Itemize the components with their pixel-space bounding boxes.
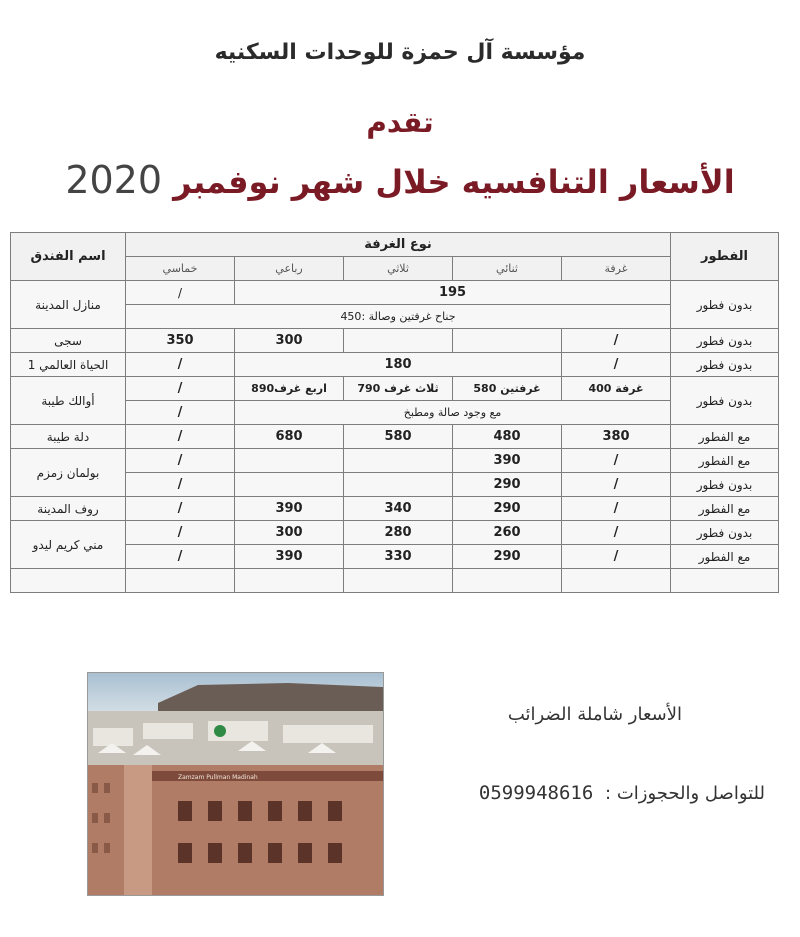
hotel-cell: أوالك طيبة [11, 377, 126, 425]
table-row [11, 449, 779, 473]
breakfast-cell: بدون فطور [671, 377, 779, 425]
intro-text: تقدم [366, 106, 434, 139]
price-cell: / [126, 281, 235, 305]
price-cell: / [562, 473, 671, 497]
phone-number[interactable]: 0599948616 [478, 782, 594, 804]
price-cell: غرفة 400 [562, 377, 671, 401]
breakfast-cell: مع الفطور [671, 545, 779, 569]
header-breakfast: الفطور [671, 233, 779, 281]
room-type-quad: رباعي [235, 257, 344, 281]
price-cell: 380 [562, 425, 671, 449]
price-cell: 340 [344, 497, 453, 521]
table-row [11, 329, 779, 353]
price-cell: 390 [453, 449, 562, 473]
price-cell: / [562, 521, 671, 545]
room-type-double: ثنائي [453, 257, 562, 281]
price-cell [344, 449, 453, 473]
price-cell: ثلاث غرف 790 [344, 377, 453, 401]
table-row [11, 473, 779, 497]
empty-cell [671, 569, 779, 593]
empty-cell [453, 569, 562, 593]
price-cell: 680 [235, 425, 344, 449]
hotel-photo-illustration [88, 673, 383, 895]
headline [0, 158, 800, 202]
hotel-photo [87, 672, 384, 896]
table-row-empty [11, 569, 779, 593]
organization-name: مؤسسة آل حمزة للوحدات السكنيه [214, 40, 586, 65]
table-row [11, 497, 779, 521]
price-cell: / [562, 353, 671, 377]
price-cell: اربع غرف890 [235, 377, 344, 401]
breakfast-cell: مع الفطور [671, 425, 779, 449]
empty-cell [235, 569, 344, 593]
price-cell: / [126, 353, 235, 377]
table-row [11, 401, 779, 425]
hotel-cell: روف المدينة [11, 497, 126, 521]
price-cell: 180 [235, 353, 562, 377]
price-table [10, 232, 779, 593]
table-row [11, 353, 779, 377]
room-type-triple: ثلاثي [344, 257, 453, 281]
price-cell: / [126, 497, 235, 521]
price-cell: 350 [126, 329, 235, 353]
room-type-five: خماسي [126, 257, 235, 281]
empty-cell [126, 569, 235, 593]
price-cell: / [126, 425, 235, 449]
price-cell [453, 329, 562, 353]
empty-cell [11, 569, 126, 593]
breakfast-cell: بدون فطور [671, 521, 779, 545]
headline-year: 2020 [65, 158, 163, 202]
price-cell: 290 [453, 497, 562, 521]
note-cell: مع وجود صالة ومطبخ [235, 401, 671, 425]
price-cell: / [126, 449, 235, 473]
price-cell: غرفتين 580 [453, 377, 562, 401]
breakfast-cell: بدون فطور [671, 353, 779, 377]
hotel-cell: الحياة العالمي 1 [11, 353, 126, 377]
hotel-cell: سجى [11, 329, 126, 353]
price-cell [235, 473, 344, 497]
table-row [11, 377, 779, 401]
breakfast-cell: بدون فطور [671, 281, 779, 329]
header-room-type: نوع الغرفة [126, 233, 671, 257]
empty-cell [344, 569, 453, 593]
hotel-cell: دلة طيبة [11, 425, 126, 449]
hotel-cell: بولمان زمزم [11, 449, 126, 497]
price-cell: 290 [453, 473, 562, 497]
hotel-sign-text: Zamzam Pullman Madinah [178, 774, 258, 781]
empty-cell [562, 569, 671, 593]
hotel-cell: منازل المدينة [11, 281, 126, 329]
price-cell: / [126, 401, 235, 425]
price-cell [344, 473, 453, 497]
price-cell: 580 [344, 425, 453, 449]
price-cell: 480 [453, 425, 562, 449]
table-row [11, 521, 779, 545]
price-cell: / [126, 545, 235, 569]
price-cell: 195 [235, 281, 671, 305]
price-cell [344, 329, 453, 353]
price-cell: 290 [453, 545, 562, 569]
price-cell: / [126, 377, 235, 401]
price-cell: / [126, 521, 235, 545]
breakfast-cell: بدون فطور [671, 473, 779, 497]
breakfast-cell: بدون فطور [671, 329, 779, 353]
price-cell: 330 [344, 545, 453, 569]
note-cell: جناح غرفتين وصالة :450 [126, 305, 671, 329]
header-hotel: اسم الفندق [11, 233, 126, 281]
breakfast-cell: مع الفطور [671, 449, 779, 473]
price-cell: / [126, 473, 235, 497]
price-cell: 300 [235, 521, 344, 545]
price-cell [235, 449, 344, 473]
price-cell: / [562, 449, 671, 473]
room-type-single: غرفة [562, 257, 671, 281]
price-cell: 390 [235, 545, 344, 569]
table-row [11, 425, 779, 449]
contact-line [440, 782, 765, 804]
price-cell: 390 [235, 497, 344, 521]
tax-note: الأسعار شاملة الضرائب [507, 704, 682, 725]
table-row [11, 281, 779, 305]
price-cell: / [562, 545, 671, 569]
table-row [11, 305, 779, 329]
hotel-cell: مني كريم ليدو [11, 521, 126, 569]
price-cell: / [562, 329, 671, 353]
table-row [11, 545, 779, 569]
contact-label: للتواصل والحجوزات : [605, 783, 765, 804]
breakfast-cell: مع الفطور [671, 497, 779, 521]
price-cell: 260 [453, 521, 562, 545]
price-cell: 280 [344, 521, 453, 545]
price-table-wrapper [10, 232, 778, 593]
price-cell: 300 [235, 329, 344, 353]
price-cell: / [562, 497, 671, 521]
headline-text: الأسعار التنافسيه خلال شهر نوفمبر [173, 163, 735, 201]
